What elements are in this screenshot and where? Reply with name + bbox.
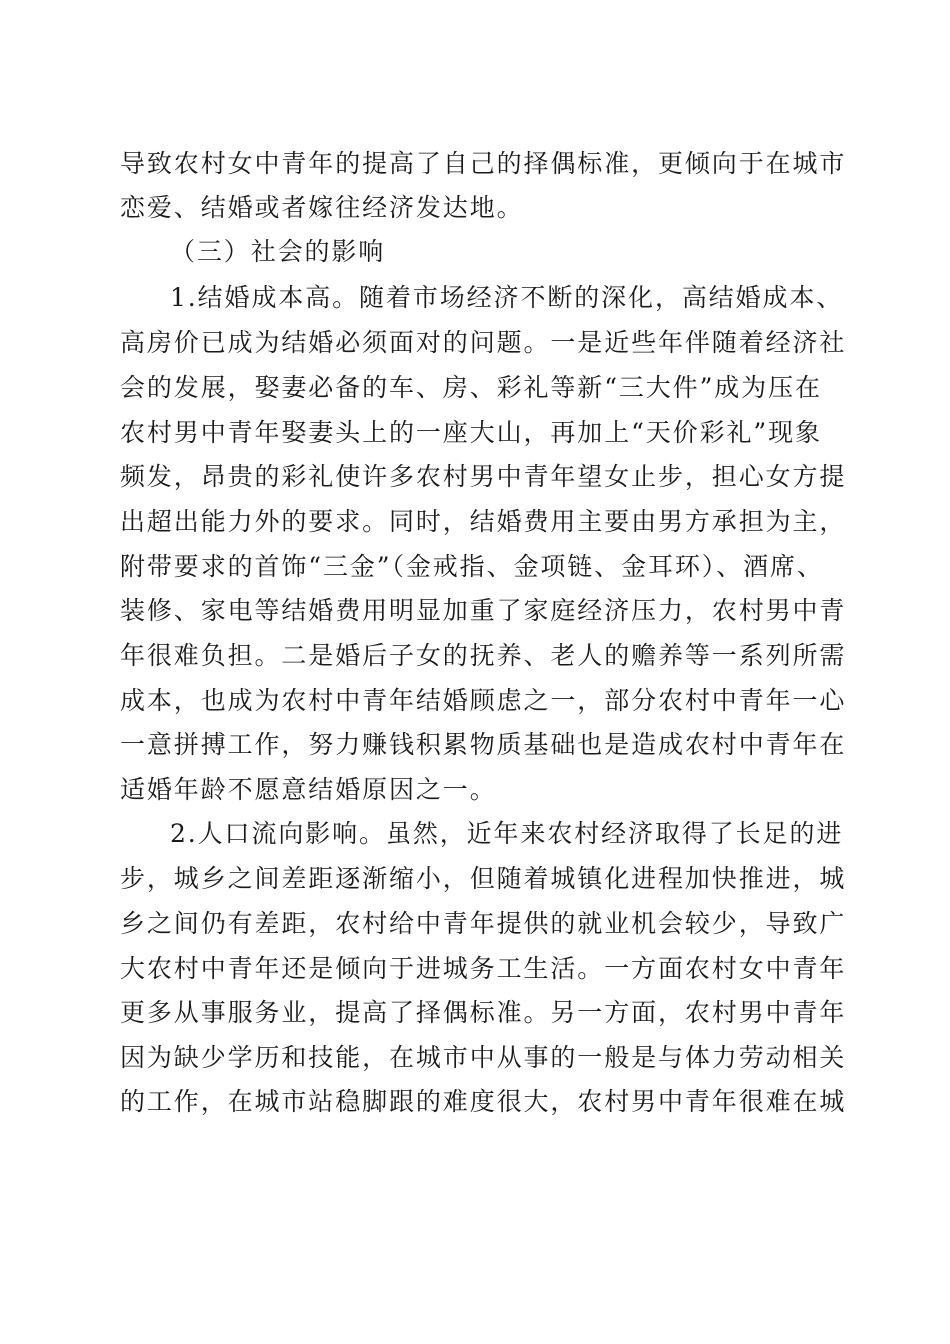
body-text-line: 会的发展，娶妻必备的车、房、彩礼等新“三大件”成为压在 [120,373,822,402]
paragraph-first-line: 1.结婚成本高。随着市场经济不断的深化，高结婚成本、 [170,283,844,312]
body-text-line: 农村男中青年娶妻头上的一座大山，再加上“天价彩礼”现象 [120,418,822,447]
body-text-line: 因为缺少学历和技能，在城市中从事的一般是与体力劳动相关 [120,1043,847,1072]
body-text-line: 出超出能力外的要求。同时，结婚费用主要由男方承担为主， [120,507,847,536]
body-text-line: 年很难负担。二是婚后子女的抚养、老人的赡养等一系列所需 [120,641,847,670]
body-text-line: 步，城乡之间差距逐渐缩小，但随着城镇化进程加快推进，城 [120,864,847,893]
body-text-line: 一意拼搏工作，努力赚钱积累物质基础也是造成农村中青年在 [120,730,847,759]
body-text-line: 大农村中青年还是倾向于进城务工生活。一方面农村女中青年 [120,954,847,983]
paragraph-first-line: 2.人口流向影响。虽然，近年来农村经济取得了长足的进 [170,819,844,848]
body-text-line: 更多从事服务业，提高了择偶标准。另一方面，农村男中青年 [120,998,847,1027]
body-text-line: 导致农村女中青年的提高了自己的择偶标准，更倾向于在城市 [120,149,847,178]
body-text-line: 的工作，在城市站稳脚跟的难度很大，农村男中青年很难在城 [120,1087,847,1116]
section-heading: （三）社会的影响 [170,237,386,266]
body-text-line: 恋爱、结婚或者嫁往经济发达地。 [120,193,524,222]
body-text-line: 乡之间仍有差距，农村给中青年提供的就业机会较少，导致广 [120,909,847,938]
body-text-line: 频发，昂贵的彩礼使许多农村男中青年望女止步，担心女方提 [120,462,847,491]
body-text-line: 高房价已成为结婚必须面对的问题。一是近些年伴随着经济社 [120,328,847,357]
body-text-line: 成本，也成为农村中青年结婚顾虑之一，部分农村中青年一心 [120,686,847,715]
body-text-line: 装修、家电等结婚费用明显加重了家庭经济压力，农村男中青 [120,596,847,625]
body-text-line: 附带要求的首饰“三金”（金戒指、金项链、金耳环）、酒席、 [120,552,824,581]
body-text-line: 适婚年龄不愿意结婚原因之一。 [120,775,497,804]
